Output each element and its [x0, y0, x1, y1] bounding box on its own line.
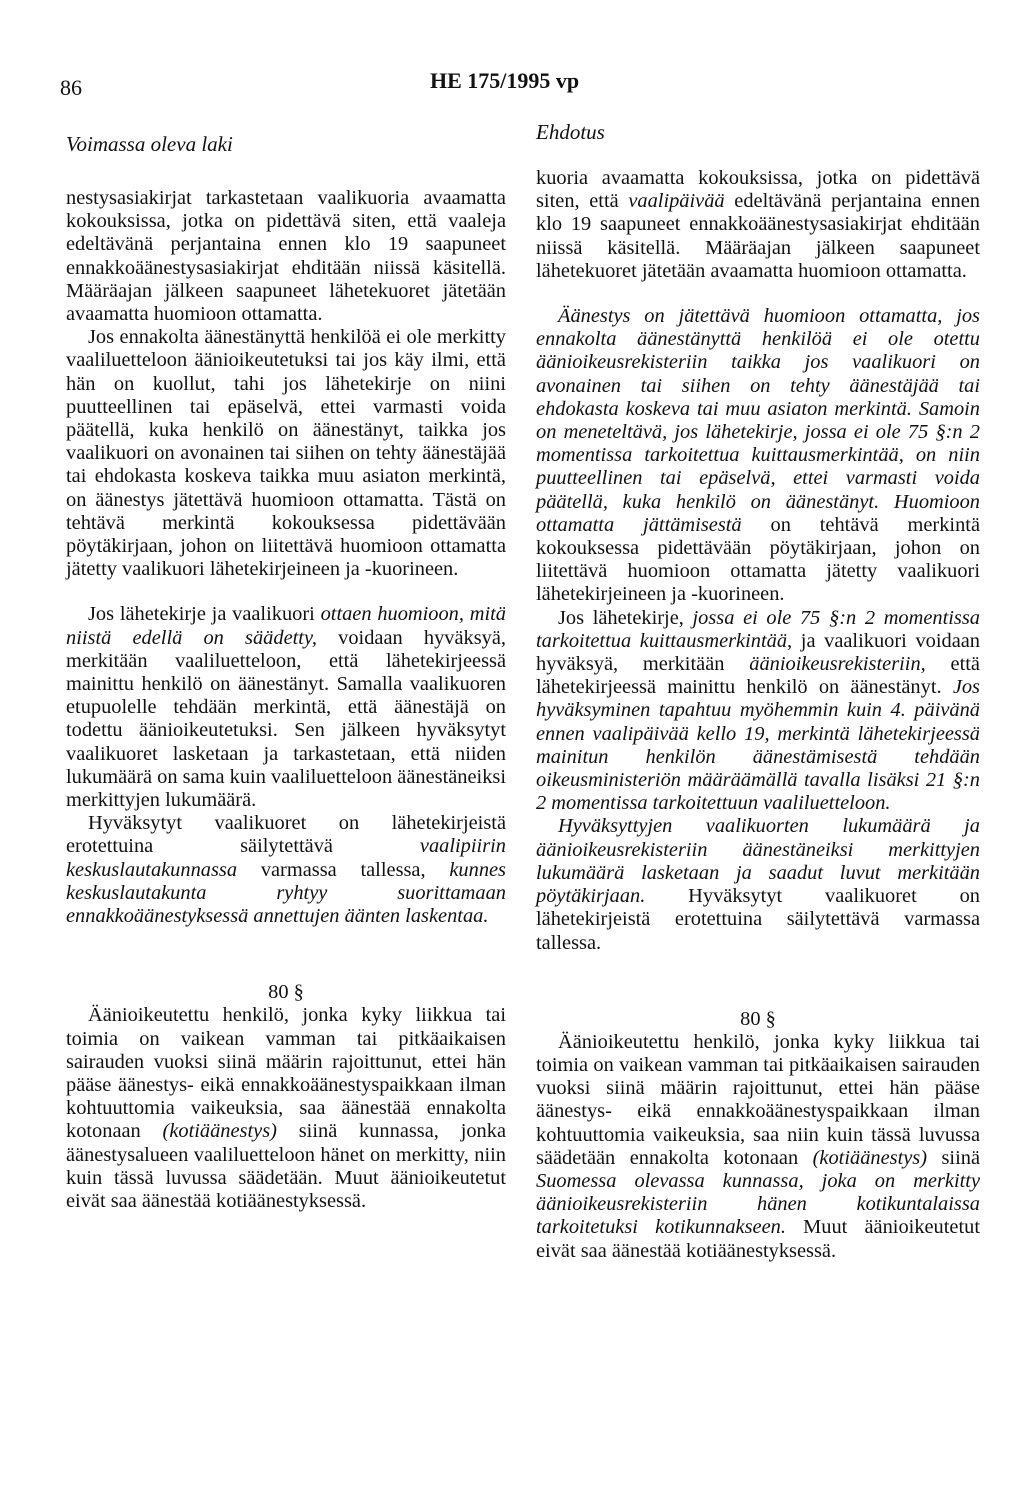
right-paragraph-1	[536, 167, 980, 283]
left-p5-italic: (kotiäänestys)	[162, 1120, 277, 1143]
left-p3-text-c: voidaan hyväksyä, merkitään vaaliluetteloon, että lähetekirjeessä mainittu henkilö on äänestänyt. Samalla vaalikuoren etupuolelle tehdään merkintä, että äänestäjä on todettu äänioikeutetuksi. Sen jälkeen hyväksytyt vaalikuoret lasketaan ja tarkastetaan, että niiden lukumäärä on sama kuin vaaliluetteloon äänestäneiksi merkittyjen lukumäärä.	[66, 626, 506, 812]
right-paragraph-4	[536, 815, 980, 954]
right-p1-text-c: edeltävänä perjantaina ennen klo 19 saapuneet ennakkoäänestysasiakirjat ehditään niissä käsitellä. Määräajan jälkeen saapuneet lähetekuoret jätetään avaamatta huomioon ottamatta.	[536, 190, 980, 282]
left-paragraph-2: Jos ennakolta äänestänyttä henkilöä ei ole merkitty vaaliluetteloon äänioikeutetuksi tai jos käy ilmi, että hän on kuollut, tahi jos lähetekirje on niini puutteellinen tai epäselvä, ettei varmasti voida päätellä, kuka henkilö on äänestänyt, taikka jos vaalikuori on avonainen tai siihen on tehty äänestäjää tai ehdokasta koskeva taikka muu asiaton merkintä, on äänestys jätettävä huomioon ottamatta. Tästä on tehtävä merkintä kokouksessa pidettävään pöytäkirjaan, johon on liitettävä huomioon ottamatta jätetty vaalikuori lähetekirjeineen ja -kuorineen.	[66, 326, 506, 581]
left-p4-text-a: Hyväksytyt vaalikuoret on lähetekirjeistä erotettuina säilytettävä	[66, 812, 506, 858]
right-p5-text-e: Muut äänioikeutetut eivät saa äänestää kotiäänestyksessä.	[536, 1216, 980, 1262]
left-p4-italic-d: kunnes keskuslautakunta ryhtyy suorittamaan ennakkoäänestyksessä annettujen äänten laskentaa.	[66, 858, 506, 928]
right-p3-italic-f: Jos hyväksyminen tapahtuu myöhemmin kuin 4. päivänä ennen vaalipäivää kello 19, merkintä lähetekirjeessä mainitun henkilön äänestämisestä tehdään oikeusministeriön määräämällä tavalla lisäksi 21 §:n 2 momentissa tarkoitettuun vaaliluetteloon.	[536, 676, 980, 815]
right-p3-italic-d: äänioikeusrekisteriin,	[749, 653, 926, 676]
right-paragraph-3	[536, 607, 980, 816]
right-p3-text-e: että lähetekirjeessä mainittu henkilö on äänestänyt.	[536, 653, 980, 699]
right-paragraph-2	[536, 305, 980, 607]
left-paragraph-1: nestysasiakirjat tarkastetaan vaalikuoria avaamatta kokouksissa, jotka on pidettävä siten, että vaaleja edeltävänä perjantaina ennen klo 19 saapuneet ennakkoäänestysasiakirjat ehditään niissä käsitellä. Määräajan jälkeen saapuneet lähetekuoret jätetään avaamatta huomioon ottamatta.	[66, 187, 506, 326]
left-paragraph-5	[66, 1004, 506, 1213]
document-id: HE 175/1995 vp	[430, 68, 580, 93]
right-p5-italic-b: (kotiäänestys)	[812, 1146, 928, 1169]
right-p4-text-b: Hyväksytyt vaalikuoret on lähetekirjeistä erotettuina säilytettävä varmassa tallessa.	[536, 885, 980, 954]
right-p1-italic: vaalipäivää	[628, 190, 725, 213]
right-paragraph-5	[536, 1031, 980, 1263]
right-p2-italic: Äänestys on jätettävä huomioon ottamatta, jos ennakolta äänestänyttä henkilöä ei ole otettu äänioikeusrekisteriin taikka jos vaalikuori on avonainen tai siihen on tehty äänestäjää tai ehdokasta koskeva tai muu asiaton merkintä. Samoin on meneteltävä, jos lähetekirje, jossa ei ole 75 §:n 2 momentissa tarkoitettua kuittausmerkintää, on niin puutteellinen tai epäselvä, ettei varmasti voida päätellä, kuka henkilö on äänestänyt. Huomioon ottamatta jättämisestä	[536, 305, 980, 536]
right-p5-text-a: Äänioikeutettu henkilö, jonka kyky liikkua tai toimia on vaikean vamman tai pitkäaikaisen sairauden vuoksi siinä määrin rajoittunut, ettei hän pääse äänestys- eikä ennakkoäänestyspaikkaan ilman kohtuuttomia vaikeuksia, saa niin kuin tässä luvussa säädetään ennakolta kotonaan	[536, 1030, 980, 1169]
left-p5-text-c: siinä kunnassa, jonka äänestysalueen vaaliluetteloon hänet on merkitty, niin kuin tässä luvussa säädetään. Muut äänioikeutetut eivät saa äänestää kotiäänestyksessä.	[66, 1120, 506, 1212]
right-p2-text-b: on tehtävä merkintä kokouksessa pidettävään pöytäkirjaan, johon on liitettävä huomioon ottamatta jätetty vaalikuori lähetekirjeineen ja -kuorineen.	[536, 513, 980, 606]
right-p3-text-a: Jos lähetekirje,	[558, 606, 693, 629]
left-p3-italic: ottaen huomioon, mitä niistä edellä on säädetty,	[66, 603, 506, 649]
right-p3-text-c: ja vaalikuori voidaan hyväksyä, merkitään	[536, 629, 980, 676]
left-p4-text-c: varmassa tallessa,	[237, 858, 450, 881]
right-p5-italic-d: Suomessa olevassa kunnassa, joka on merkitty äänioikeusrekisteriin hänen kotikuntalaissa tarkoitetuksi kotikunnakseen.	[536, 1169, 980, 1239]
page-number: 86	[60, 75, 82, 100]
left-p4-italic-b: vaalipiirin keskuslautakunnassa	[66, 835, 506, 881]
current-law-column	[66, 132, 506, 1213]
right-section-heading: 80 §	[740, 1007, 776, 1030]
left-paragraph-3	[66, 603, 506, 812]
left-paragraph-4	[66, 812, 506, 928]
proposal-heading: Ehdotus	[536, 120, 605, 144]
left-p5-text-a: Äänioikeutettu henkilö, jonka kyky liikkua tai toimia on vaikean vamman tai pitkäaikaisen sairauden vuoksi siinä määrin rajoittunut, ettei hän pääse äänestys- eikä ennakkoäänestyspaikkaan ilman kohtuuttomia vaikeuksia, saa äänestää ennakolta kotonaan	[66, 1004, 506, 1143]
right-p5-text-c: siinä	[927, 1146, 981, 1169]
current-law-heading: Voimassa oleva laki	[66, 132, 233, 156]
left-p3-text-a: Jos lähetekirje ja vaalikuori	[88, 603, 321, 626]
right-p1-text-a: kuoria avaamatta kokouksissa, jotka on pidettävä siten, että	[536, 167, 980, 213]
right-p4-italic: Hyväksyttyjen vaalikuorten lukumäärä ja äänioikeusrekisteriin äänestäneiksi merkittyjen lukumäärä lasketaan ja saadut luvut merkitään pöytäkirjaan.	[536, 815, 980, 908]
right-p3-italic-b: jossa ei ole 75 §:n 2 momentissa tarkoitettua kuittausmerkintää,	[536, 606, 980, 652]
proposal-column	[536, 120, 980, 1263]
left-section-heading: 80 §	[268, 981, 304, 1004]
